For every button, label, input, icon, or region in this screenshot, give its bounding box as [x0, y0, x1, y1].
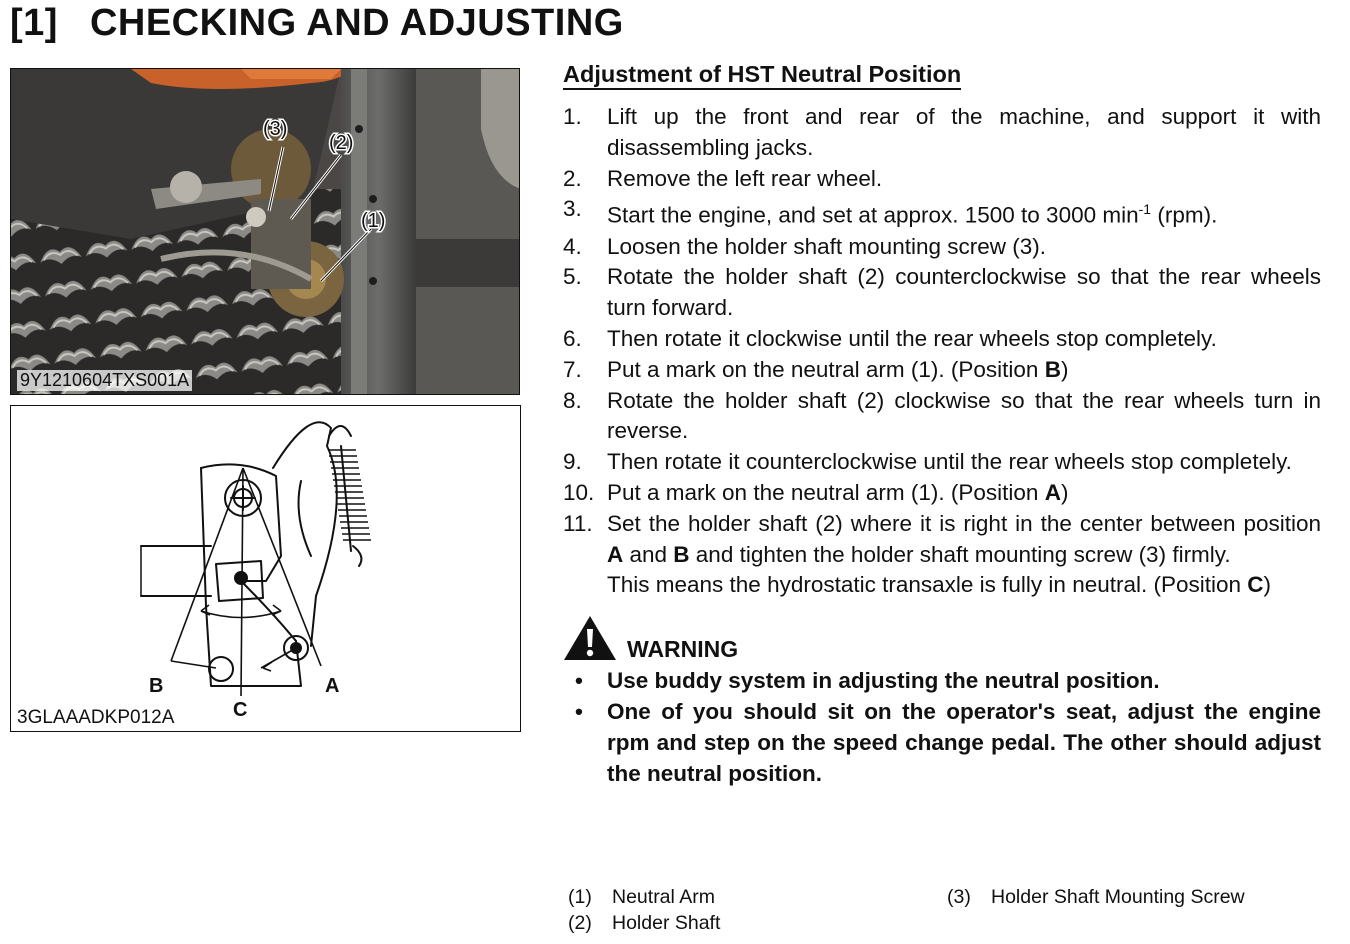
step-text: Rotate the holder shaft (2) clockwise so that the rear wheels turn in reverse. — [607, 387, 1321, 444]
step-item — [563, 478, 1321, 509]
legend-item: (2) Holder Shaft — [568, 912, 721, 934]
warning-triangle-icon — [563, 614, 617, 662]
legend-item: (3) Holder Shaft Mounting Screw — [947, 886, 1245, 908]
step-text: Then rotate it clockwise until the rear wheels stop completely. — [607, 326, 1217, 352]
instructions-column — [563, 60, 1321, 789]
legend-item: (1) Neutral Arm — [568, 886, 715, 908]
page-title — [10, 2, 624, 45]
steps-list — [563, 102, 1321, 570]
diagram-caption: 3GLAAADKP012A — [17, 707, 175, 728]
diagram-figure — [10, 405, 521, 732]
step-text: Loosen the holder shaft mounting screw (3). — [607, 233, 1046, 259]
diagram-label-a: A — [325, 675, 340, 697]
step-item — [563, 164, 1321, 195]
step-text: Set the holder shaft (2) where it is right in the center between position A and B and tighten the holder shaft mounting screw (3) firmly. — [607, 510, 1321, 567]
step-number: 11. — [563, 510, 593, 536]
step-text: Then rotate it counterclockwise until the rear wheels stop completely. — [607, 449, 1292, 475]
step-item — [563, 355, 1321, 386]
photo-callout-1: (1) — [361, 210, 386, 232]
warning-bullet: • One of you should sit on the operator's seat, adjust the engine rpm and step on the speed change pedal. The other should adjust the neutral position. — [575, 699, 1321, 786]
step-item — [563, 386, 1321, 448]
step-text: Lift up the front and rear of the machine, and support it with disassembling jacks. — [607, 104, 1321, 160]
step-number: 2. — [563, 165, 582, 191]
step-item — [563, 232, 1321, 263]
photo-callout-2: (2) — [329, 132, 354, 154]
neutral-note: This means the hydrostatic transaxle is fully in neutral. (Position C) — [607, 572, 1272, 598]
step-text: Rotate the holder shaft (2) counterclockwise so that the rear wheels turn forward. — [607, 264, 1321, 321]
diagram-label-b: B — [149, 675, 164, 697]
step-text: Start the engine, and set at approx. 1500 to 3000 $\min^{-1} (rpm)$. — [607, 201, 1218, 228]
step-number: 4. — [563, 233, 582, 259]
neutral-arm-diagram — [11, 406, 519, 730]
photo-callout-3: (3) — [263, 118, 288, 140]
step-item — [563, 447, 1321, 478]
step-number: 1. — [563, 104, 582, 129]
warning-header — [563, 614, 1321, 662]
section-heading: CHECKING AND ADJUSTING — [89, 2, 624, 44]
step-number: 10. — [563, 480, 595, 506]
warning-bullet: • Use buddy system in adjusting the neutral position. — [575, 668, 1160, 694]
diagram-label-c: C — [233, 699, 248, 721]
section-title: Adjustment of HST Neutral Position — [563, 60, 961, 90]
photo-caption: 9Y1210604TXS001A — [17, 370, 192, 391]
warning-label: WARNING — [627, 636, 739, 663]
step-item — [563, 102, 1321, 164]
step-number: 6. — [563, 326, 582, 352]
photo-figure — [10, 68, 520, 395]
step-item — [563, 262, 1321, 324]
step-item — [563, 509, 1321, 571]
step-text: Remove the left rear wheel. — [607, 165, 883, 191]
machine-photo-illustration — [11, 69, 520, 395]
step-number: 3. — [563, 196, 582, 222]
step-item — [563, 324, 1321, 355]
step-item — [563, 194, 1321, 231]
step-text: Put a mark on the neutral arm (1). (Position B) — [607, 356, 1069, 382]
step-number: 8. — [563, 387, 582, 413]
step-number: 7. — [563, 356, 582, 382]
step-number: 9. — [563, 449, 582, 475]
step-number: 5. — [563, 264, 582, 290]
section-number: [1] — [10, 2, 58, 44]
step-text: Put a mark on the neutral arm (1). (Position A) — [607, 480, 1069, 506]
warning-bullets — [563, 666, 1321, 789]
